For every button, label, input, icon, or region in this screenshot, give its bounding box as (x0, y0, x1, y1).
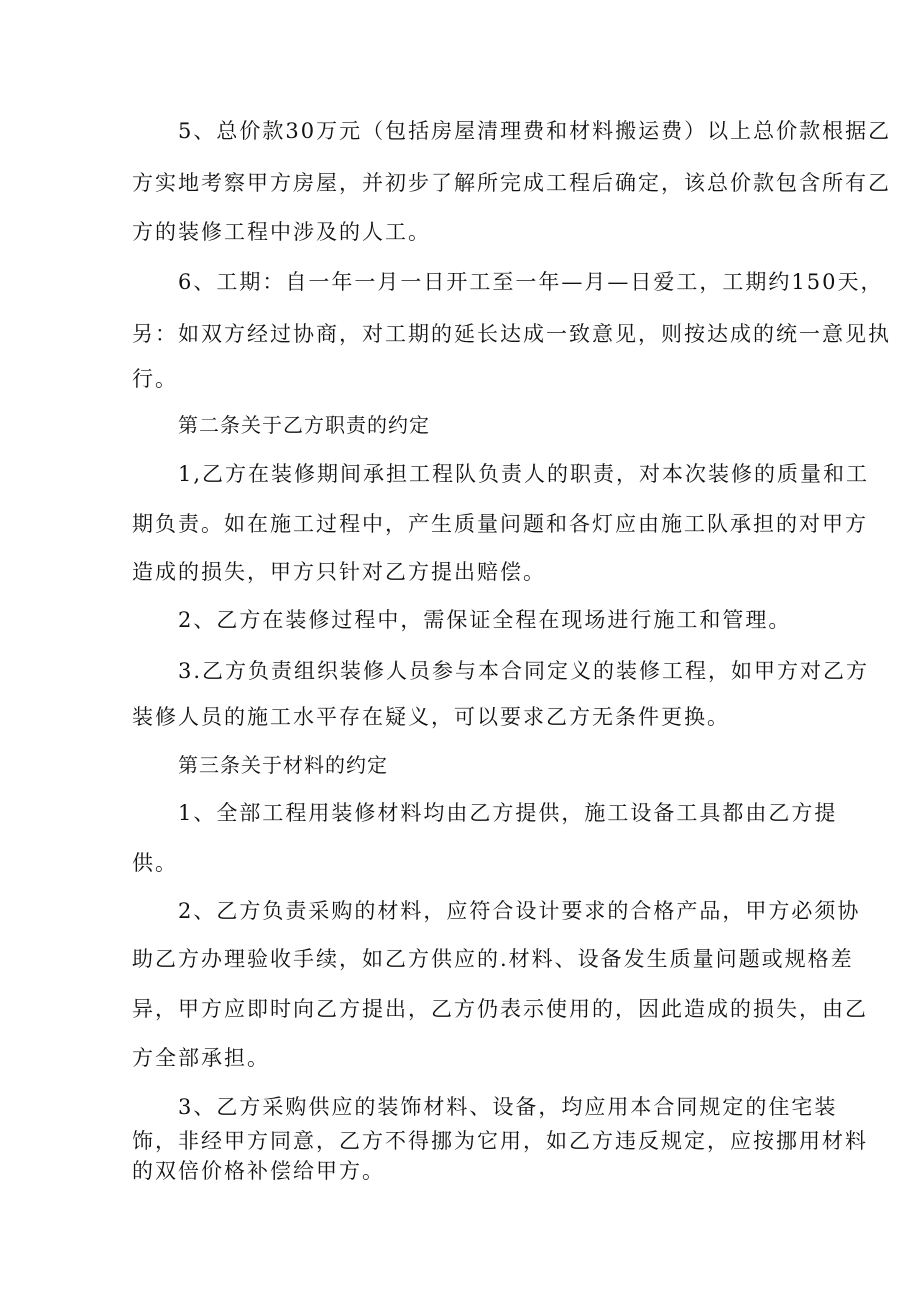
text-line: 造成的损失，甲方只针对乙方提出赔偿。 (132, 560, 546, 584)
text-line: 2、乙方在装修过程中，需保证全程在现场进行施工和管理。 (178, 608, 792, 632)
text-line: 方的装修工程中涉及的人工。 (132, 220, 431, 244)
section-heading: 第二条关于乙方职责的约定 (178, 413, 430, 437)
text-line: 装修人员的施工水平存在疑义，可以要求乙方无条件更换。 (132, 705, 730, 729)
section-heading: 第三条关于材料的约定 (178, 753, 388, 777)
text-line: 5、总价款30万元（包括房屋清理费和材料搬运费）以上总价款根据乙 (178, 119, 892, 143)
text-line: 期负责。如在施工过程中，产生质量问题和各灯应由施工队承担的对甲方 (132, 512, 868, 536)
text-line: 3、乙方采购供应的装饰材料、设备，均应用本合同规定的住宅装 (178, 1095, 838, 1119)
text-line: 的双倍价格补偿给甲方。 (132, 1159, 385, 1183)
text-line: 异，甲方应即时向乙方提出，乙方仍表示使用的，因此造成的损失，由乙 (132, 997, 868, 1021)
text-line: 2、乙方负责采购的材料，应符合设计要求的合格产品，甲方必须协 (178, 899, 861, 923)
text-line: 助乙方办理验收手续，如乙方供应的.材料、设备发生质量问题或规格差 (132, 947, 854, 971)
text-line: 方实地考察甲方房屋，并初步了解所完成工程后确定，该总价款包含所有乙 (132, 171, 891, 195)
text-line: 方全部承担。 (132, 1046, 270, 1070)
text-line: 6、工期：自一年一月一日开工至一年—月—日爱工，工期约150天， (178, 270, 884, 294)
text-line: 1、全部工程用装修材料均由乙方提供，施工设备工具都由乙方提 (178, 801, 838, 825)
text-line: 3.乙方负责组织装修人员参与本合同定义的装修工程，如甲方对乙方 (178, 659, 870, 683)
text-line: 饰，非经甲方同意，乙方不得挪为它用，如乙方违反规定，应按挪用材料 (132, 1129, 868, 1153)
text-line: 行。 (132, 367, 178, 391)
text-line: 另：如双方经过协商，对工期的延长达成一致意见，则按达成的统一意见执 (132, 322, 891, 346)
text-line: 1,乙方在装修期间承担工程队负责人的职责，对本次装修的质量和工 (178, 462, 870, 486)
text-line: 供。 (132, 851, 178, 875)
